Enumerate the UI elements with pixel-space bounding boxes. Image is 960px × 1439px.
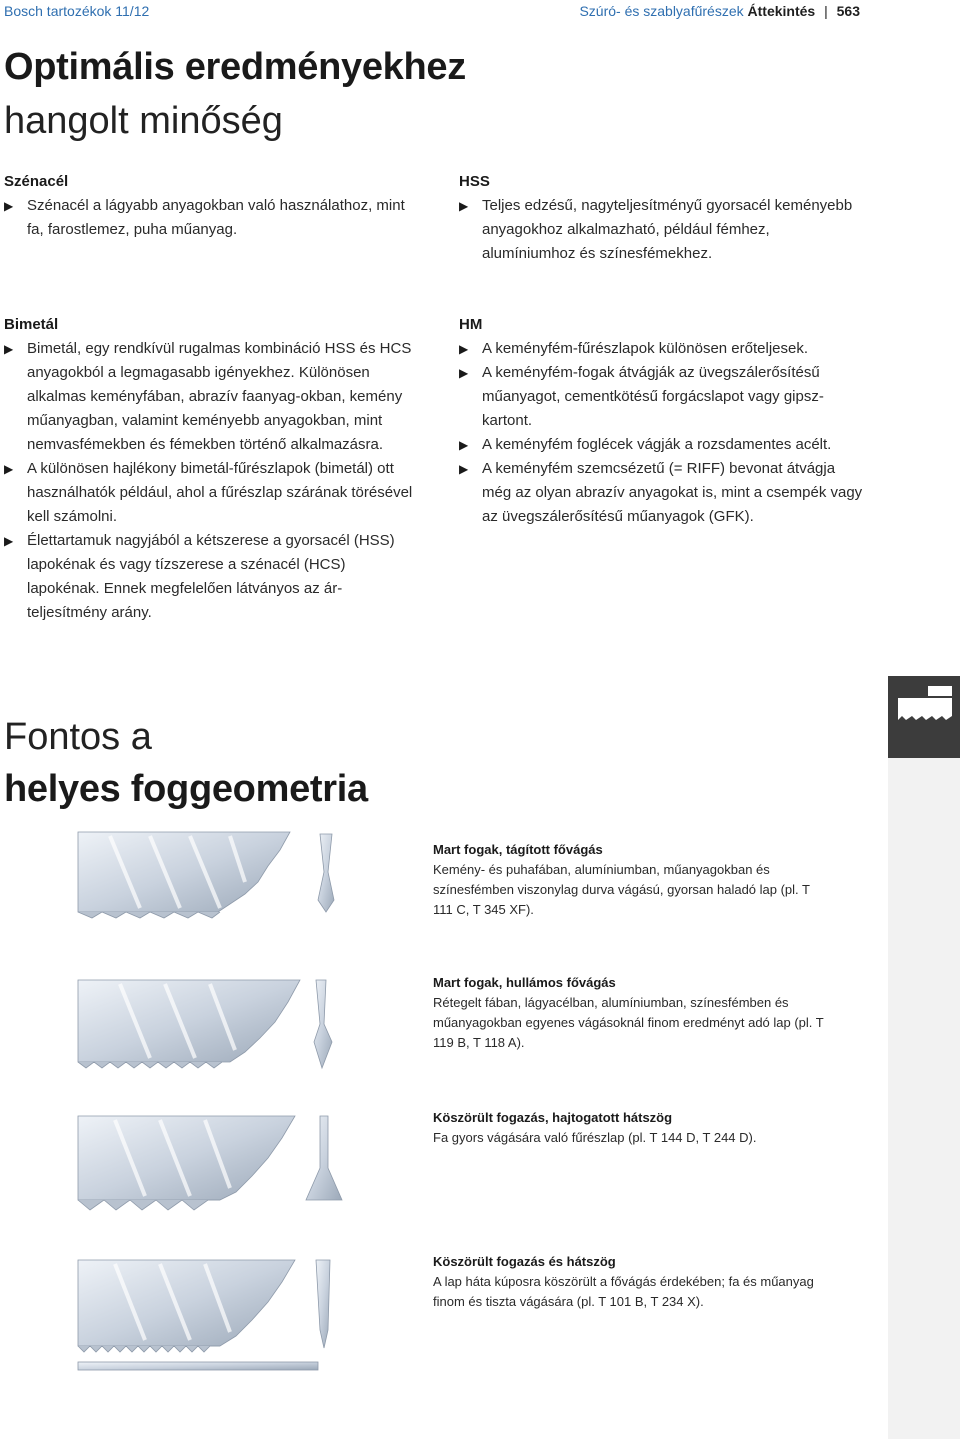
blade-illustration-set-tooth [70,822,380,932]
page-title-line1: Optimális eredményekhez [4,46,466,88]
geometry-description [433,1252,833,1312]
list-item [4,457,414,529]
bullet-icon: ▶ [4,199,14,213]
list-item-text: A keményfém-fogak átvágják az üvegszálerősítésű műanyagot, cementkötésű forgácslapot vagy gipsz-kartont. [482,364,824,429]
page-title-line2: hangolt minőség [4,100,283,142]
geometry-description [433,840,833,920]
bullet-icon: ▶ [459,199,469,213]
header-section-path: Szúró- és szablyafűrészek [579,3,744,19]
list-item-text: A keményfém-fűrészlapok különösen erőteljesek. [482,340,809,357]
bullet-icon: ▶ [459,342,469,356]
list-item [459,194,859,266]
list-item [459,433,864,457]
geometry-text: Rétegelt fában, lágyacélban, alumíniumban, színesfémben és műanyagokban egyenes vágásoknál finom eredményt adó lap (pl. T 119 B, T 118 A). [433,995,824,1050]
bullet-icon: ▶ [4,462,14,476]
bullet-list [459,337,864,529]
geometry-heading: Mart fogak, tágított fővágás [433,842,603,857]
section-heading-hm: HM [459,316,483,333]
list-item-text: Élettartamuk nagyjából a kétszerese a gyorsacél (HSS) lapokénak és vagy tízszerese a szénacél (HCS) lapokénak. Ennek megfelelően látványos az ár-teljesítmény arány. [27,532,395,621]
list-item-text: Teljes edzésű, nagyteljesítményű gyorsacél keményebb anyagokhoz alkalmazható, például fémhez, alumíniumhoz és színesfémekhez. [482,197,853,262]
list-item-text: Szénacél a lágyabb anyagokban való használathoz, mint fa, farostlemez, puha műanyag. [27,197,405,238]
list-item [459,337,864,361]
bullet-icon: ▶ [4,534,14,548]
section-hm [459,313,864,529]
subtitle-line1: Fontos a [4,716,152,758]
geometry-heading: Mart fogak, hullámos fővágás [433,975,616,990]
list-item [459,361,864,433]
bullet-list [4,194,414,242]
header-section-name: Áttekintés [747,3,816,19]
page-number: 563 [836,3,860,19]
subtitle-line2: helyes foggeometria [4,768,368,810]
list-item [459,457,864,529]
list-item [4,337,414,457]
section-heading-szenacel: Szénacél [4,173,69,190]
bullet-icon: ▶ [459,366,469,380]
geometry-text: A lap háta kúposra köszörült a fővágás érdekében; fa és műanyag finom és tiszta vágására (pl. T 101 B, T 234 X). [433,1274,814,1309]
list-item-text: A keményfém foglécek vágják a rozsdamentes acélt. [482,436,832,453]
section-heading-bimetal: Bimetál [4,316,59,333]
header-separator: | [824,3,828,19]
bullet-list [4,337,414,625]
list-item [4,194,414,242]
geometry-heading: Köszörült fogazás, hajtogatott hátszög [433,1110,673,1125]
geometry-heading: Köszörült fogazás és hátszög [433,1254,616,1269]
list-item-text: A keményfém szemcsézetű (= RIFF) bevonat átvágja még az olyan abrazív anyagokat is, mint a csempék vagy az üvegszálerősítésű műanyagok (GFK). [482,460,863,525]
header-left-text: Bosch tartozékok 11/12 [4,3,150,19]
bullet-list [459,194,859,266]
geometry-description [433,1108,833,1148]
geometry-text: Fa gyors vágására való fűrészlap (pl. T 144 D, T 244 D). [433,1130,757,1145]
chapter-tab [888,676,960,758]
list-item-text: Bimetál, egy rendkívül rugalmas kombináció HSS és HCS anyagokból a legmagasabb igényekhez. Különösen alkalmas keményfában, abrazív faanyag-okban, kemény műanyagban, valamint keményebb anyagokban, mint nemvasfémekben és fémekben történő alkalmazásra. [27,340,412,453]
section-hss [459,170,859,266]
blade-illustration-wavy-set [70,972,380,1082]
list-item [4,529,414,625]
header-right [579,3,860,19]
geometry-description [433,973,833,1053]
bullet-icon: ▶ [459,438,469,452]
section-heading-hss: HSS [459,173,490,190]
section-szenacel [4,170,414,242]
chapter-tab-strip [888,758,960,1439]
list-item-text: A különösen hajlékony bimetál-fűrészlapok (bimetál) ott használhatók például, ahol a fűrészlap szárának törésével kell számolni. [27,460,413,525]
blade-illustration-ground-taper [70,1250,380,1380]
geometry-text: Kemény- és puhafában, alumíniumban, műanyagokban és színesfémben viszonylag durva vágású, gyorsan haladó lap (pl. T 111 C, T 345 XF). [433,862,810,917]
bullet-icon: ▶ [459,462,469,476]
section-bimetal [4,313,414,625]
jigsaw-blade-icon [888,676,960,758]
blade-illustration-ground-tooth [70,1108,380,1218]
bullet-icon: ▶ [4,342,14,356]
